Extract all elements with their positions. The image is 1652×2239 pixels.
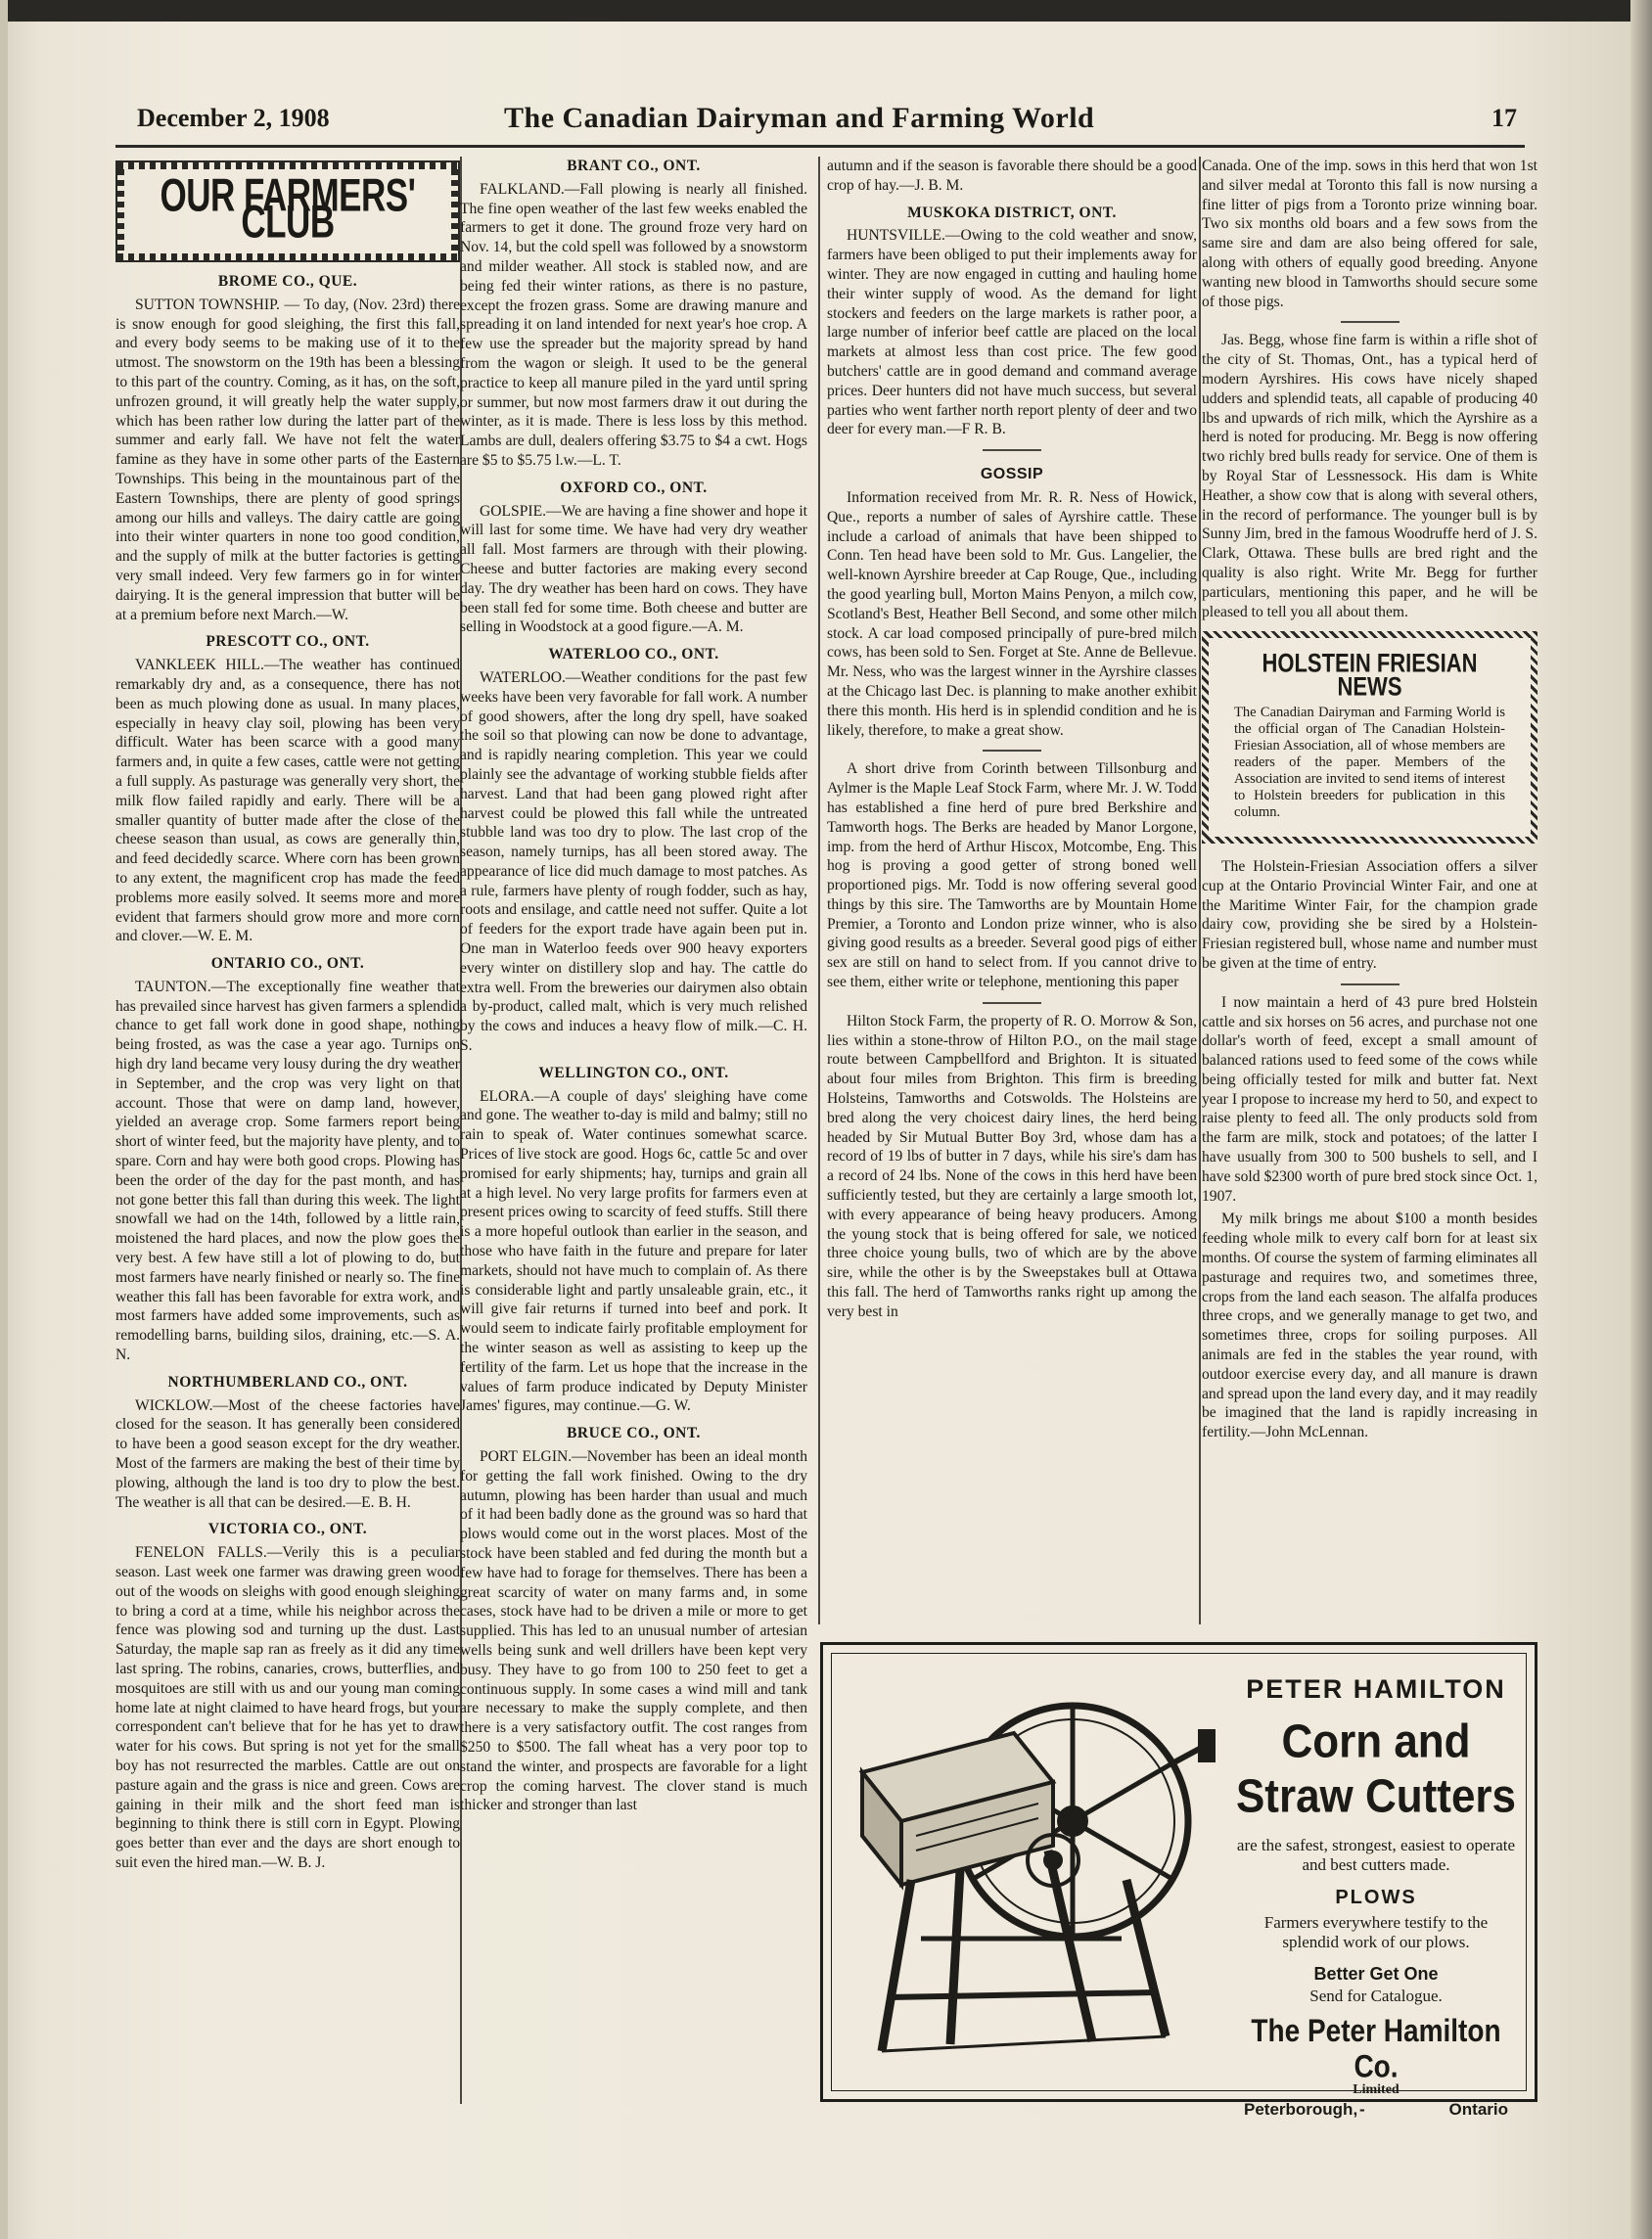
report-paragraph: TAUNTON.—The exceptionally fine weather that has prevailed since harvest has given farmers a splendid chance to get fall work done in good shape, nothing being frosted, as was the case a year ago. Turnips on high dry land became very lousy during the dry weather in September, and the crop was very light on that account. Those that were on damp land, however, yielded an average crop. Some farmers report being short of winter feed, but the majority have plenty, and to spare. Corn and hay were both good crops. Plowing has been the order of the day for the past month, and has not gone better this fall than during this week. The light snowfall we had on the 14th, followed by a little rain, moistened the hard places, and now the plow goes the very best. A few have still a lot of plowing to do, but most farmers have nearly finished or nearly so. The fine weather this fall has been favorable for extra work, and most farmers have added some improvements, such as remodelling barns, building silos, draining, etc.—S. A. N. xyxy=(115,978,460,1364)
holstein-news-title: HOLSTEIN FRIESIAN NEWS xyxy=(1262,648,1478,702)
section-heading: PRESCOTT CO., ONT. xyxy=(206,633,370,651)
ad-company-name: The Peter Hamilton Co. xyxy=(1251,2013,1501,2084)
report-paragraph: HUNTSVILLE.—Owing to the cold weather and snow, farmers have been obliged to put their implements away for winter. They are now engaged in cutting and hauling home their winter supply of wood. As the demand for light stockers and feeders on the large markets is rather poor, a large number of inferior beef cattle are placed on the local markets at almost less than cost price. The few good butchers' cattle are in good demand and command average prices. Deer hunters did not have much success, but several parties who went farther north report plenty of deer and two deer for every man.—F R. B. xyxy=(827,227,1197,438)
ad-brand: PETER HAMILTON xyxy=(1246,1674,1506,1704)
ad-location xyxy=(1234,2100,1518,2125)
column-2 xyxy=(460,157,807,2104)
column-1 xyxy=(115,157,460,2104)
gossip-paragraph: Information received from Mr. R. R. Ness of Howick, Que., reports a number of sales of Ayrshire cattle. These include a carload of animals that have been shipped to Conn. Ten head have been sold to Mr. Gus. Langelier, the well-known Ayrshire breeder at Cap Rouge, Que., including the good yearling bull, Morton Mains Penyon, a milch cow, Scotland's Best, Heather Bell Second, and some other milch stock. A car load composed principally of pure-bred milch cows, has been sold to Sen. Forget at Ste. Anne de Bellevue. Mr. Ness, who was the largest winner in the Ayrshire classes at the Chicago last Dec. is planning to make another exhibit there this month. His herd is in splendid condition and he is likely, therefore, to make a great show. xyxy=(827,488,1197,739)
holstein-paragraph: I now maintain a herd of 43 pure bred Holstein cattle and six horses on 56 acres, and purchase not one dollar's worth of feed, except a small amount of balanced rations used to feed some of the cows while being officially tested for milk and butter fat. Next year I propose to increase my herd to 50, and expect to raise plenty to feed all. The only products sold from the farm are milk, stock and potatoes; of the latter I have usually from 300 to 500 bushels to sell, and I have sold $2300 worth of pure bred stock since Oct. 1, 1907. xyxy=(1202,993,1537,1205)
report-paragraph: ELORA.—A couple of days' sleighing have come and gone. The weather to-day is mild and balmy; still no rain to speak of. Water continues somewhat scarce. Prices of live stock are good. Hogs 6c, cattle 5c and over promised for early shipments; hay, turnips and grain all at a high level. No very large profits for farmers even at present prices owing to scarcity of feed stuffs. Still there is a more hopeful outlook than earlier in the season, and those who have faith in the future and prepare for later markets, should not have much to complain of. As there is considerable light and partly unsaleable grain, etc., it will give fair returns if turned into beef and pork. It would seem to indicate fairly profitable employment for the winter season as well as assisting to keep up the fertility of the farm. Let us hope that the increase in the values of farm produce indicated by Deputy Minister James' figures, may continue.—G. W. xyxy=(460,1087,807,1415)
continued-paragraph: Canada. One of the imp. sows in this herd that won 1st and silver medal at Toronto this fall is now nursing a fine litter of pigs from a Toronto prize winning boar. Two six months old boars and a few sows from the same sire and dam are also being offered for sale, along with others of equally good breeding. Anyone wanting new blood in Tamworths should secure some of those pigs. xyxy=(1202,158,1537,310)
section-separator xyxy=(983,1002,1041,1004)
section-heading: ONTARIO CO., ONT. xyxy=(210,955,365,973)
ad-plows-text: Farmers everywhere testify to the splendid work of our plows. xyxy=(1263,1913,1489,1951)
gossip-paragraph: Jas. Begg, whose fine farm is within a rifle shot of the city of St. Thomas, Ont., has a typical herd of modern Ayrshires. His cows have nicely shaped udders and splendid teats, all capable of producing 40 lbs and upwards of rich milk, which the Ayrshire as a herd is noted for producing. Mr. Begg is now offering two richly bred bulls ready for service. One of them is by Royal Star of Lessnessock. His dam is White Heather, a show cow that is along with several others, in the record of performance. The younger bull is by Sunny Jim, bred in the famous Woodruffe herd of J. S. Clark, Ottawa. These bulls are bred right and the quality is also right. Write Mr. Begg for further particulars, mentioning this paper, and he will be pleased to tell you all about them. xyxy=(1202,332,1537,620)
holstein-news-text: The Canadian Dairyman and Farming World is the official organ of The Canadian Holstein-Friesian Association, all of whose members are readers of the paper. Members of the Association are invited to send items of interest to Holstein breeders for publication in this column. xyxy=(1234,704,1505,820)
holstein-paragraph: The Holstein-Friesian Association offers a silver cup at the Ontario Provincial Winter Fair, and one at the Maritime Winter Fair, for the champion grade dairy cow, providing she be sired by a Holstein-Friesian registered bull, whose name and number must be given at the time of entry. xyxy=(1202,857,1537,972)
ad-company-limited: Limited xyxy=(1353,2082,1400,2097)
report-paragraph: FENELON FALLS.—Verily this is a peculiar season. Last week one farmer was drawing green wood out of the woods on sleighs with good enough sleighing to bring a cord at a time, while his neighbor across the fence was plowing sod and turning up the dust. Last Saturday, the maple sap ran as freely as it did any time last spring. The robins, canaries, crows, butterflies, and mosquitoes are still with us and our young man coming home late at night claimed to have heard frogs, but your correspondent can't believe that for he has yet to draw water for his cows. But spring is not yet for the small boy has not resurrected the marbles. Cattle are out on pasture again and the grass is nice and green. Cows are gaining in their milk and the short feed man is beginning to think there is still corn in Egypt. Plowing goes better than ever and the days are short enough to suit even the hired man.—W. B. J. xyxy=(115,1544,460,1871)
report-paragraph: SUTTON TOWNSHIP. — To day, (Nov. 23rd) there is snow enough for good sleighing, the first this fall, and every body seems to be making use of it to the utmost. The snowstorm on the 19th has been a blessing to this part of the country. Coming, as it has, on the soft, unfrozen ground, it will greatly help the water supply, which has been rather low during the latter part of the summer and early fall. We have not felt the water famine as they have in some other parts of the Eastern Townships. This being in the mountainous part of the Eastern Townships, there are plenty of good springs among our hills and valleys. The dairy cattle are going into their winter quarters in none too good condition, and the supply of milk at the butter factories is getting very small indeed. Very few farmers go in for winter dairying. It is the general impression that butter will be at a premium before next March.—W. xyxy=(115,296,460,623)
report-paragraph: VANKLEEK HILL.—The weather has continued remarkably dry and, as a consequence, there has not been as much plowing done as usual. In many places, especially in heavy clay soil, plowing has been very difficult. Water has been scarce with a good many farmers and, in quite a few cases, cattle were not getting a full supply. As pasturage was generally very short, the milk flow failed rapidly and early. There will be a smaller quantity of butter made after the close of the cheese season than usual, as cows are generally thin, and feed decidedly scarce. Where corn has been grown to any extent, the magnificent crop has made the feed problems more easily solved. It seems more and more evident that farmers should grow more and more corn and clover.—W. E. M. xyxy=(115,657,460,945)
report-paragraph: WATERLOO.—Weather conditions for the past few weeks have been very favorable for fall work. A number of good showers, after the long dry spell, have soaked the soil so that plowing can now be done to advantage, and is rapidly nearing completion. This year we could plainly see the advantage of working stubble fields after harvest. Land that had been gang plowed right after harvest could be plowed this fall while the untreated stubble land was too dry to plow. The last crop of the season, namely turnips, has all been stored away. The appearance of lice did much damage to most patches. As a rule, farmers have plenty of rough fodder, such as hay, roots and ensilage, and cattle need not suffer. Quite a lot of feeders for the export trade have again been put in. One man in Waterloo feeds over 900 heavy exporters every winter on distillery slop and hay. The cattle do extra well. From the breweries our dairymen also obtain a by-product, called malt, which is very much relished by the cows and induces a heavy flow of milk.—C. H. S. xyxy=(460,668,807,1055)
section-heading: WELLINGTON CO., ONT. xyxy=(538,1064,729,1081)
peter-hamilton-advertisement xyxy=(820,1642,1537,2119)
report-paragraph: GOLSPIE.—We are having a fine shower and hope it will last for some time. We have had very dry weather all fall. Most farmers are through with their plowing. Cheese and butter factories are making every second day. The dry weather has been hard on cows. They have been stall fed for some time. Both cheese and butter are selling in Woodstock at a good figure.—A. M. xyxy=(460,502,807,636)
report-paragraph: PORT ELGIN.—November has been an ideal month for getting the fall work finished. Owing to the dry autumn, plowing has been harder than usual and much of it had been badly done as the ground was so hard that plows would come out in the worst places. Most of the stock have been stabled and fed during the month but a few have had to forage for themselves. There has been a great scarcity of water on many farms and, in some cases, stock have had to be driven a mile or more to get supplied. This has led to an unusual number of artesian wells being sunk and well drillers have been kept very busy. They have to go from 100 to 250 feet to get a continuous supply. In some cases a wind mill and tank are necessary to make the supply complete, and then there is a very satisfactory outfit. The cost ranges from $250 to $500. The fall wheat has a very poor top to stand the winter, and prospects are favorable for a light crop the coming harvest. The clover stand is much thicker and stronger than last xyxy=(460,1448,807,1814)
section-heading: VICTORIA CO., ONT. xyxy=(207,1521,368,1538)
ad-location-dash: - xyxy=(1359,2100,1365,2119)
gossip-paragraph: A short drive from Corinth between Tillsonburg and Aylmer is the Maple Leaf Stock Farm, where Mr. J. W. Todd has established a fine herd of pure bred Berkshire and Tamworth hogs. The Berks are headed by Manor Lorgone, imp. from the herd of Arthur Hiscox, Motcombe, Eng. This hog is proving a good getter of strong boned well proportioned pigs. Mr. Todd is now offering several good things by this sire. The Tamworths are by Mountain Home Premier, a Toronto and London prize winner, who is also giving good results as a breeder. Several good pigs of either sex are still on hand to select from. If you cannot drive to see them, either write or telephone, mentioning this paper xyxy=(827,760,1197,991)
report-paragraph: FALKLAND.—Fall plowing is nearly all finished. The fine open weather of the last few weeks enabled the farmers to get it done. The ground froze very hard on Nov. 14, but the cold spell was followed by a snowstorm and milder weather. All stock is stabled now, and are being fed their winter rations, as there is no pasture, except the frozen grass. Some are drawing manure and spreading it on land intended for next year's hoe crop. A few use the spreader but the majority spread by hand from the wagon or sleigh. It used to be the general practice to keep all manure piled in the yard until spring or summer, but now most farmers draw it out during the winter, as it is made. There is less loss by this method. Lambs are dull, dealers offering $3.75 to $4 a cwt. Hogs are $5 to $5.75 l.w.—L. T. xyxy=(460,180,807,469)
column-divider xyxy=(1199,157,1201,1624)
continued-paragraph: autumn and if the season is favorable there should be a good crop of hay.—J. B. M. xyxy=(827,158,1197,194)
report-paragraph: WICKLOW.—Most of the cheese factories have closed for the season. It has generally been considered to have been a good season except for the dry weather. Most of the farmers are making the best of their time by plowing, although the land is too dry to plow the best. The weather is all that can be desired.—E. B. H. xyxy=(115,1396,460,1511)
section-separator xyxy=(983,750,1041,752)
header-rule xyxy=(115,145,1525,148)
ad-catalogue-note: Send for Catalogue. xyxy=(1309,1987,1443,2005)
ad-plows-heading: PLOWS xyxy=(1335,1887,1417,1908)
ad-copy xyxy=(1234,1665,1518,2125)
scan-edge-left xyxy=(0,0,8,2239)
ad-city: Peterborough, xyxy=(1244,2100,1358,2119)
section-heading: BRUCE CO., ONT. xyxy=(567,1425,701,1442)
section-heading: NORTHUMBERLAND CO., ONT. xyxy=(167,1373,408,1391)
holstein-paragraph: My milk brings me about $100 a month besides feeding whole milk to every calf born for at least six months. Of course the system of farming eliminates all pasturage and requires two, and sometimes three, crops from the land each season. The alfalfa produces three crops, and we generally manage to get two, and sometimes three, crops for soiling purposes. All animals are fed in the stables the year round, with outdoor exercise every day, and all manure is drawn and spread upon the land every day, and it may readily be imagined that the land is rapidly increasing in fertility.—John McLennan. xyxy=(1202,1211,1537,1441)
section-heading: BRANT CO., ONT. xyxy=(567,158,701,174)
page-header xyxy=(117,98,1527,147)
ad-province: Ontario xyxy=(1448,2100,1508,2119)
gossip-heading: GOSSIP xyxy=(980,466,1044,483)
section-heading: BROME CO., QUE. xyxy=(217,273,358,290)
section-heading: WATERLOO CO., ONT. xyxy=(548,646,719,663)
holstein-friesian-news-box xyxy=(1202,631,1537,844)
ad-product-line-1: Corn and xyxy=(1281,1714,1471,1768)
section-separator xyxy=(1341,321,1400,323)
issue-date: December 2, 1908 xyxy=(137,104,330,132)
ad-call-to-action: Better Get One xyxy=(1313,1964,1439,1984)
column-3 xyxy=(827,157,1197,1624)
page-number: 17 xyxy=(1491,104,1517,132)
column-divider xyxy=(818,157,820,1624)
farmers-club-banner xyxy=(115,160,460,262)
column-4 xyxy=(1202,157,1537,1654)
gossip-paragraph: Hilton Stock Farm, the property of R. O. Morrow & Son, lies within a stone-throw of Hilton P.O., on the mail stage route between Campbellford and Brighton. It is situated about four miles from Brighton. This firm is breeding Holsteins, Tamworths and Cotswolds. The Holsteins are bred along the very choicest dairy lines, the herd being headed by Sir Mutual Butter Boy 3rd, whose dam has a record of 19 lbs of butter in 7 days, while his sire's dam has a record of 24 lbs. None of the cows in this herd have been sufficiently tested, but they are certainly a large smooth lot, with every appearance of being heavy producers. Among the young stock that is being offered for sale, we noticed three choice young bulls, two of which are by the above sire, while the other is by the Sweepstakes bull at Ottawa this fall. The herd of Tamworths ranks right up among the very best in xyxy=(827,1012,1197,1320)
section-separator xyxy=(983,449,1041,451)
section-separator xyxy=(1341,983,1400,985)
ad-tagline: are the safest, strongest, easiest to operate and best cutters made. xyxy=(1236,1836,1516,1874)
scan-edge-right xyxy=(1630,0,1652,2239)
section-heading: OXFORD CO., ONT. xyxy=(560,479,708,496)
straw-cutter-illustration-icon xyxy=(843,1674,1234,2066)
masthead-title: The Canadian Dairyman and Farming World xyxy=(504,102,1095,134)
farmers-club-title: OUR FARMERS' CLUB xyxy=(160,169,416,248)
ad-product-line-2: Straw Cutters xyxy=(1235,1769,1517,1823)
section-heading: MUSKOKA DISTRICT, ONT. xyxy=(907,204,1117,221)
scan-edge-top xyxy=(0,0,1652,22)
